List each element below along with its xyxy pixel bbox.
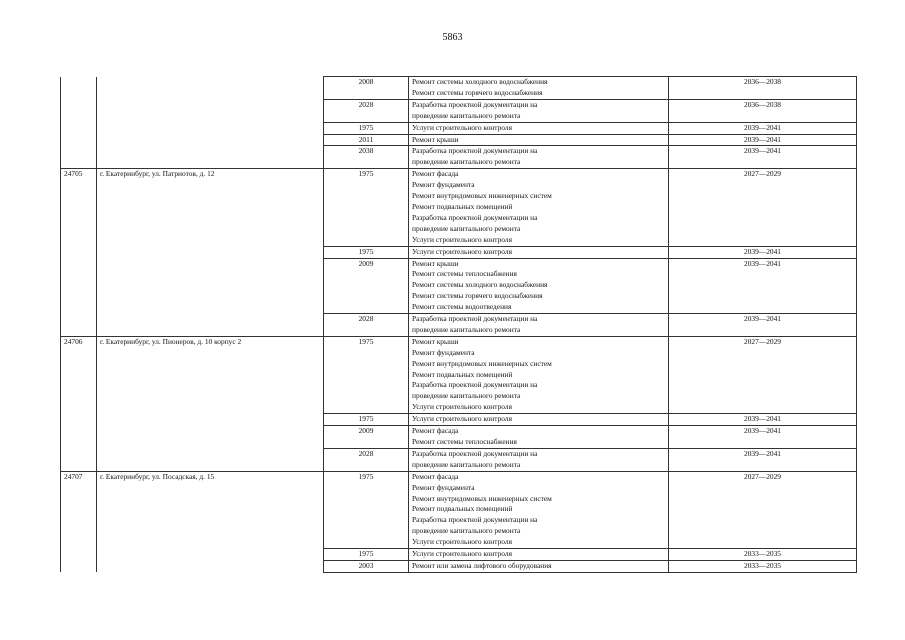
work-type-cell (409, 77, 669, 100)
planned-period-cell: 2027—2029 (669, 169, 857, 246)
work-item: Ремонт крыши (412, 134, 459, 144)
work-type-cell (409, 414, 669, 426)
work-item: проведение капитального ремонта (412, 324, 521, 334)
work-type-cell (409, 471, 669, 548)
building-id-cell: 24707 (61, 471, 97, 572)
year-cell: 2008 (324, 77, 409, 100)
year-cell: 2028 (324, 99, 409, 122)
year-cell: 1975 (324, 122, 409, 134)
work-item: Ремонт фасада (412, 426, 459, 436)
work-item: проведение капитального ремонта (412, 110, 521, 120)
planned-period-cell: 2039—2041 (669, 414, 857, 426)
work-item: Разработка проектной документации на (412, 515, 538, 525)
work-item: Ремонт или замена лифтового оборудования (412, 560, 552, 570)
work-item: Услуги строительного контроля (412, 122, 512, 132)
work-item: Разработка проектной документации на (412, 212, 538, 222)
planned-period-cell: 2039—2041 (669, 314, 857, 337)
table-row (61, 77, 857, 100)
work-type-cell (409, 169, 669, 246)
planned-period-cell: 2039—2041 (669, 246, 857, 258)
table-row (61, 471, 857, 548)
year-cell: 2009 (324, 258, 409, 314)
work-type-cell (409, 448, 669, 471)
year-cell: 1975 (324, 471, 409, 548)
year-cell: 2028 (324, 314, 409, 337)
work-item: Разработка проектной документации на (412, 380, 538, 390)
planned-period-cell: 2027—2029 (669, 471, 857, 548)
work-item: Услуги строительного контроля (412, 246, 512, 256)
work-type-cell (409, 134, 669, 146)
planned-period-cell: 2039—2041 (669, 448, 857, 471)
building-address-cell: г. Екатеринбург, ул. Посадская, д. 15 (97, 471, 324, 572)
work-item: Услуги строительного контроля (412, 234, 512, 244)
work-item: проведение капитального ремонта (412, 223, 521, 233)
work-item: Ремонт системы холодного водоснабжения (412, 280, 548, 290)
work-item: Разработка проектной документации на (412, 448, 538, 458)
work-item: Ремонт внутридомовых инженерных систем (412, 191, 552, 201)
work-item: Ремонт системы теплоснабжения (412, 269, 517, 279)
work-item: Разработка проектной документации на (412, 99, 538, 109)
work-item: проведение капитального ремонта (412, 459, 521, 469)
work-type-cell (409, 314, 669, 337)
planned-period-cell: 2036—2038 (669, 77, 857, 100)
work-type-cell (409, 549, 669, 561)
work-type-cell (409, 122, 669, 134)
year-cell: 2011 (324, 134, 409, 146)
year-cell: 1975 (324, 336, 409, 413)
planned-period-cell: 2039—2041 (669, 122, 857, 134)
work-item: Ремонт системы холодного водоснабжения (412, 77, 548, 86)
work-item: Ремонт системы теплоснабжения (412, 437, 517, 446)
planned-period-cell: 2039—2041 (669, 146, 857, 169)
building-id-cell: 24706 (61, 336, 97, 471)
year-cell: 1975 (324, 414, 409, 426)
work-item: Ремонт системы горячего водоснабжения (412, 291, 543, 301)
planned-period-cell: 2033—2035 (669, 560, 857, 572)
table-body (61, 77, 857, 573)
planned-period-cell: 2039—2041 (669, 258, 857, 314)
work-item: Услуги строительного контроля (412, 414, 512, 424)
work-item: Ремонт подвальных помещений (412, 369, 513, 379)
building-address-cell (97, 77, 324, 169)
planned-period-cell: 2027—2029 (669, 336, 857, 413)
year-cell: 2028 (324, 448, 409, 471)
building-address-cell: г. Екатеринбург, ул. Пионеров, д. 10 корпус 2 (97, 336, 324, 471)
year-cell: 1975 (324, 246, 409, 258)
work-item: Ремонт крыши (412, 258, 459, 268)
work-item: Ремонт системы горячего водоснабжения (412, 87, 543, 97)
work-type-cell (409, 99, 669, 122)
building-id-cell (61, 77, 97, 169)
repair-schedule-table (60, 76, 857, 573)
work-item: Услуги строительного контроля (412, 537, 512, 547)
work-item: Ремонт крыши (412, 336, 459, 346)
work-item: проведение капитального ремонта (412, 526, 521, 536)
work-item: Ремонт фундамента (412, 347, 475, 357)
work-item: Ремонт системы водоотведения (412, 302, 512, 312)
work-item: Разработка проектной документации на (412, 146, 538, 156)
building-id-cell: 24705 (61, 169, 97, 337)
work-item: Ремонт подвальных помещений (412, 201, 513, 211)
year-cell: 2009 (324, 426, 409, 449)
work-item: Ремонт фасада (412, 169, 459, 179)
year-cell: 2038 (324, 146, 409, 169)
planned-period-cell: 2033—2035 (669, 549, 857, 561)
work-item: Услуги строительного контроля (412, 549, 512, 559)
work-item: Ремонт подвальных помещений (412, 504, 513, 514)
planned-period-cell: 2039—2041 (669, 426, 857, 449)
work-type-cell (409, 426, 669, 449)
work-type-cell (409, 146, 669, 169)
building-address-cell: г. Екатеринбург, ул. Патриотов, д. 12 (97, 169, 324, 337)
year-cell: 1975 (324, 549, 409, 561)
work-item: Ремонт внутридомовых инженерных систем (412, 358, 552, 368)
work-type-cell (409, 258, 669, 314)
work-type-cell (409, 336, 669, 413)
work-item: проведение капитального ремонта (412, 391, 521, 401)
page-number: 5863 (442, 32, 463, 43)
work-type-cell (409, 246, 669, 258)
work-type-cell (409, 560, 669, 572)
planned-period-cell: 2039—2041 (669, 134, 857, 146)
year-cell: 1975 (324, 169, 409, 246)
year-cell: 2003 (324, 560, 409, 572)
work-item: Услуги строительного контроля (412, 402, 512, 412)
work-item: Разработка проектной документации на (412, 314, 538, 324)
work-item: Ремонт внутридомовых инженерных систем (412, 493, 552, 503)
work-item: Ремонт фундамента (412, 482, 475, 492)
work-item: проведение капитального ремонта (412, 157, 521, 167)
work-item: Ремонт фасада (412, 471, 459, 481)
planned-period-cell: 2036—2038 (669, 99, 857, 122)
work-item: Ремонт фундамента (412, 180, 475, 190)
table-row (61, 336, 857, 413)
table-row (61, 169, 857, 246)
